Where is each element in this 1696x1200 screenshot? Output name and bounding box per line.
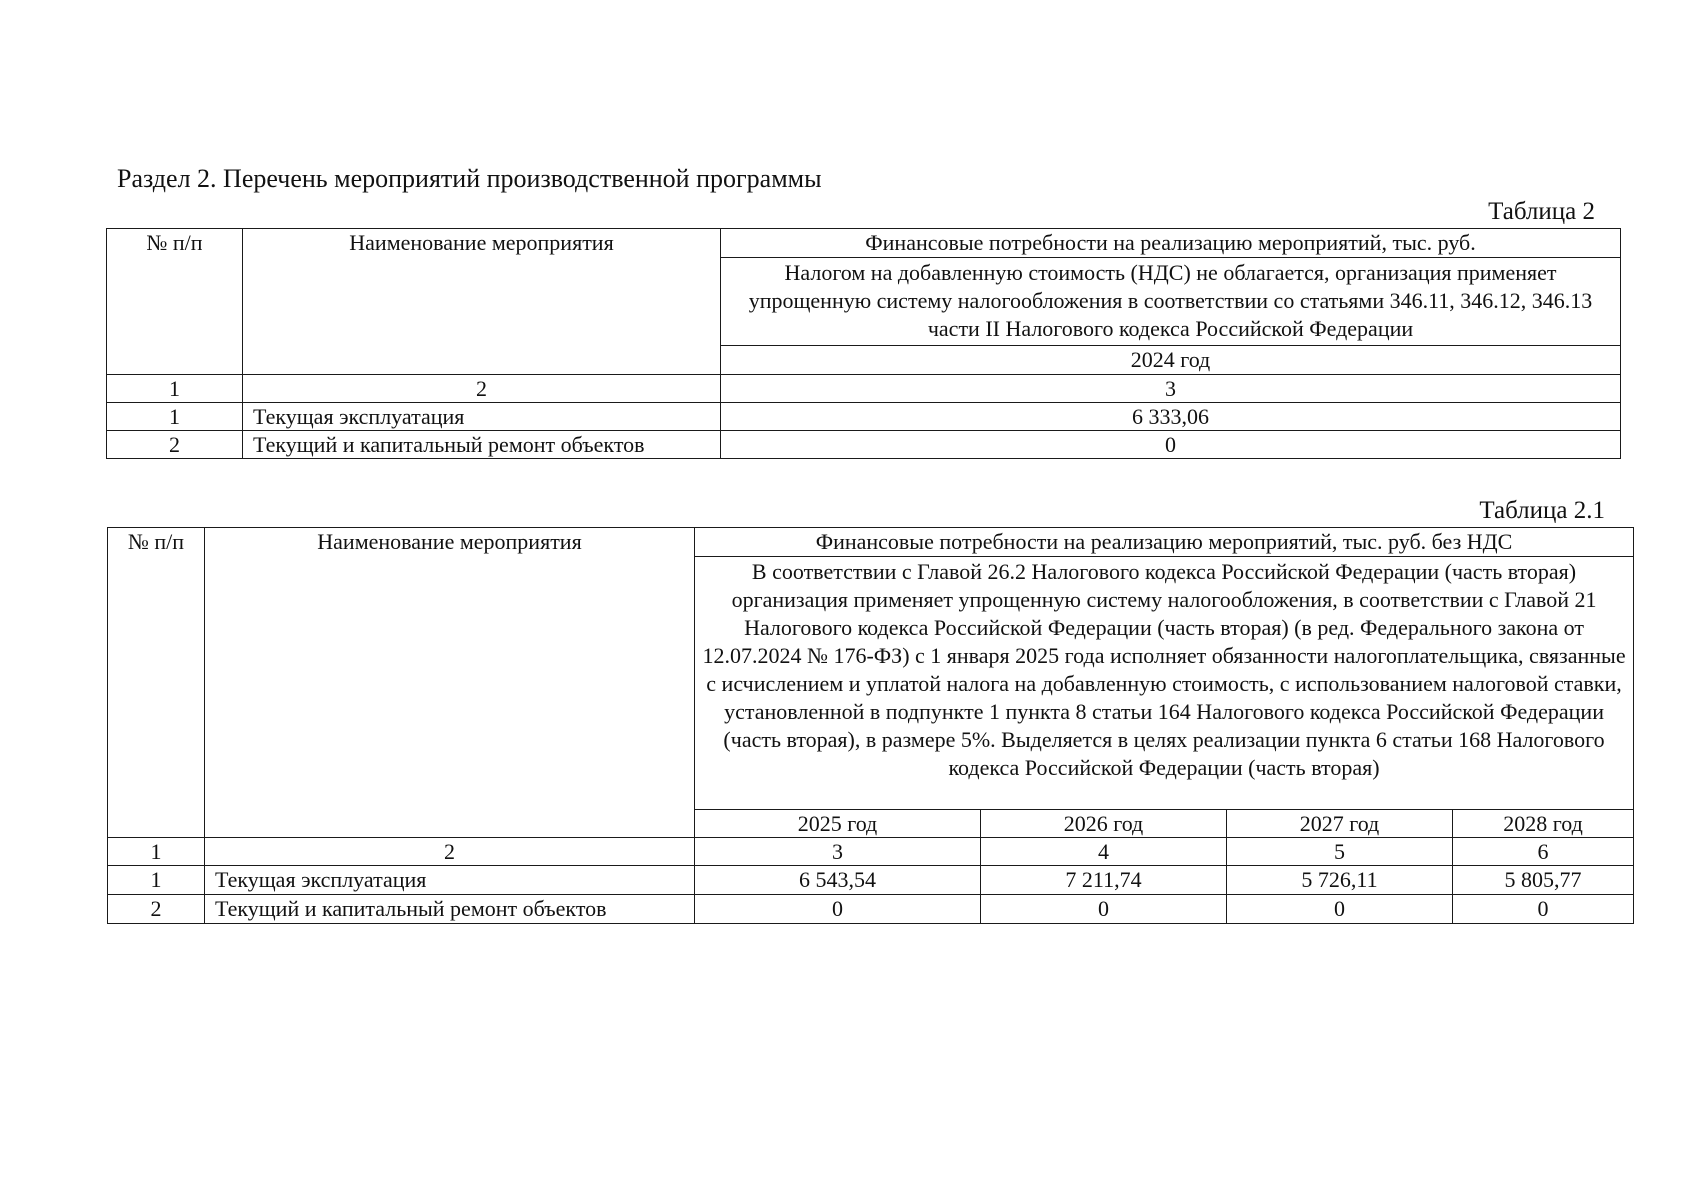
table-row bbox=[108, 866, 1634, 895]
header-note: В соответствии с Главой 26.2 Налогового кодекса Российской Федерации (часть вторая) организация применяет упрощенную систему налогообложения, в соответствии с Главой 21 Налогового кодекса Российской Федерации (часть вторая) (в ред. Федерального закона от 12.07.2024 № 176-ФЗ) с 1 января 2025 года исполняет обязанности налогоплательщика, связанные с исчислением и уплатой налога на добавленную стоимость, с использованием налоговой ставки, установленной в подпункте 1 пункта 8 статьи 164 Налогового кодекса Российской Федерации (часть вторая), в размере 5%. Выделяется в целях реализации пункта 6 статьи 168 Налогового кодекса Российской Федерации (часть вторая) bbox=[695, 557, 1634, 810]
header-num-text: № п/п bbox=[127, 529, 185, 554]
header-year: 2027 год bbox=[1227, 810, 1453, 838]
row-value: 5 805,77 bbox=[1453, 866, 1634, 895]
row-name: Текущий и капитальный ремонт объектов bbox=[243, 431, 721, 459]
table-2-1-column-numbers bbox=[108, 838, 1634, 866]
column-number: 5 bbox=[1227, 838, 1453, 866]
header-name: Наименование мероприятия bbox=[205, 528, 695, 838]
row-value: 7 211,74 bbox=[981, 866, 1227, 895]
row-value: 0 bbox=[695, 895, 981, 924]
table-2-1-caption: Таблица 2.1 bbox=[1479, 497, 1605, 524]
header-num bbox=[108, 528, 205, 838]
table-2-1 bbox=[107, 527, 1634, 924]
column-number: 3 bbox=[695, 838, 981, 866]
header-num bbox=[107, 229, 243, 375]
row-value: 0 bbox=[1453, 895, 1634, 924]
row-name: Текущий и капитальный ремонт объектов bbox=[205, 895, 695, 924]
header-financial: Финансовые потребности на реализацию мероприятий, тыс. руб. bbox=[721, 229, 1621, 258]
row-name: Текущая эксплуатация bbox=[205, 866, 695, 895]
row-value: 0 bbox=[1227, 895, 1453, 924]
column-number: 1 bbox=[107, 375, 243, 403]
table-row bbox=[107, 431, 1621, 459]
table-2-caption: Таблица 2 bbox=[1488, 198, 1595, 225]
row-num: 2 bbox=[108, 895, 205, 924]
header-year: 2026 год bbox=[981, 810, 1227, 838]
header-financial: Финансовые потребности на реализацию мероприятий, тыс. руб. без НДС bbox=[695, 528, 1634, 557]
table-row bbox=[107, 403, 1621, 431]
column-number: 4 bbox=[981, 838, 1227, 866]
header-year: 2025 год bbox=[695, 810, 981, 838]
column-number: 1 bbox=[108, 838, 205, 866]
column-number: 3 bbox=[721, 375, 1621, 403]
table-row bbox=[108, 895, 1634, 924]
column-number: 2 bbox=[205, 838, 695, 866]
column-number: 6 bbox=[1453, 838, 1634, 866]
table-2-header-row-1 bbox=[107, 229, 1621, 258]
table-2 bbox=[106, 228, 1621, 459]
header-year: 2024 год bbox=[721, 346, 1621, 375]
table-2-1-header-row-1 bbox=[108, 528, 1634, 557]
row-value: 6 333,06 bbox=[721, 403, 1621, 431]
row-value: 6 543,54 bbox=[695, 866, 981, 895]
row-value: 5 726,11 bbox=[1227, 866, 1453, 895]
table-2-column-numbers bbox=[107, 375, 1621, 403]
header-name: Наименование мероприятия bbox=[243, 229, 721, 375]
section-title: Раздел 2. Перечень мероприятий производственной программы bbox=[117, 164, 822, 193]
header-year: 2028 год bbox=[1453, 810, 1634, 838]
row-num: 2 bbox=[107, 431, 243, 459]
row-num: 1 bbox=[108, 866, 205, 895]
row-num: 1 bbox=[107, 403, 243, 431]
header-num-text: № п/п bbox=[146, 230, 203, 255]
column-number: 2 bbox=[243, 375, 721, 403]
header-note: Налогом на добавленную стоимость (НДС) не облагается, организация применяет упрощенную систему налогообложения в соответствии со статьями 346.11, 346.12, 346.13 части II Налогового кодекса Российской Федерации bbox=[721, 257, 1621, 346]
row-value: 0 bbox=[721, 431, 1621, 459]
row-name: Текущая эксплуатация bbox=[243, 403, 721, 431]
row-value: 0 bbox=[981, 895, 1227, 924]
